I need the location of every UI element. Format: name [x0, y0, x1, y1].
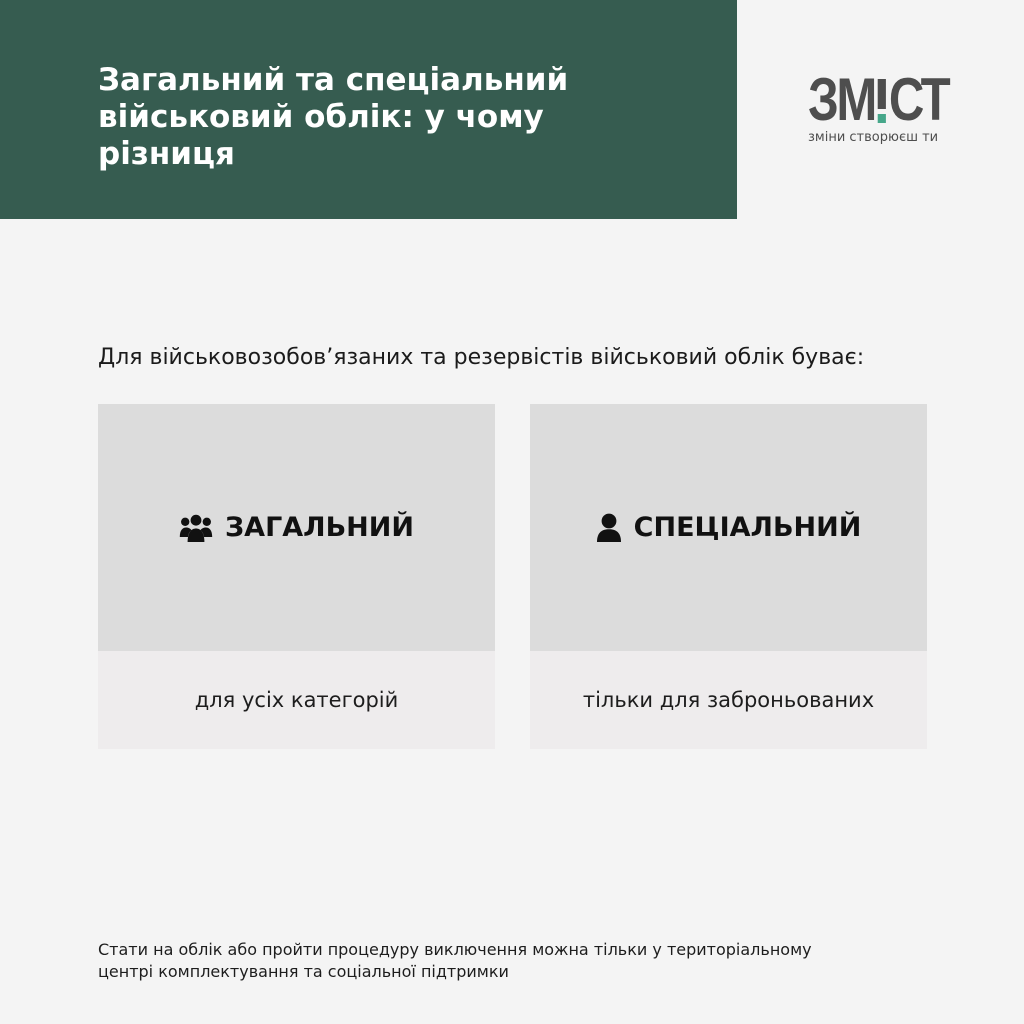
logo-exclamation-dot: [877, 114, 885, 123]
logo-exclamation-bar: [877, 79, 885, 109]
card-special: [530, 404, 927, 749]
card-general-header: [98, 404, 495, 651]
card-special-description: тільки для заброньованих: [530, 651, 927, 749]
intro-text: Для військовозобов’язаних та резервістів військовий облік буває:: [98, 345, 865, 370]
card-special-title: СПЕЦІАЛЬНИЙ: [633, 511, 862, 543]
card-general-description: для усіх категорій: [98, 651, 495, 749]
logo-word-left: ЗМ: [808, 66, 875, 133]
users-icon: [179, 513, 213, 543]
card-general-title: ЗАГАЛЬНИЙ: [225, 511, 414, 543]
card-general: [98, 404, 495, 749]
logo-word-right: СТ: [888, 66, 949, 133]
footer-note: Стати на облік або пройти процедуру виключення можна тільки у територіальному центрі комплектування та соціальної підтримки: [98, 940, 812, 981]
card-special-header: [530, 404, 927, 651]
page-title: Загальний та спеціальний військовий облік: у чому різниця: [98, 62, 569, 172]
logo-exclamation-icon: [877, 79, 885, 123]
logo-wordmark: [808, 66, 949, 133]
user-icon: [596, 513, 622, 543]
header-panel: [0, 0, 737, 219]
brand-logo: [808, 66, 958, 152]
logo-tagline: зміни створюєш ти: [808, 130, 939, 145]
